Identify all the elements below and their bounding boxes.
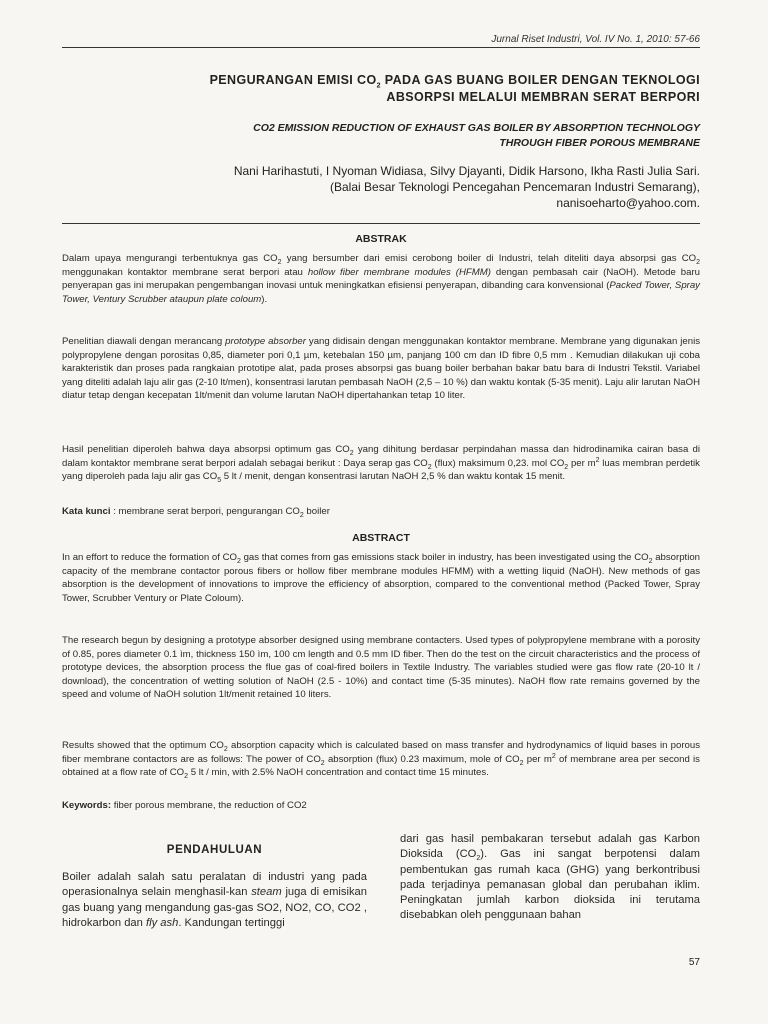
- title-id-part: PENGURANGAN EMISI CO: [209, 73, 377, 87]
- subscript: 2: [376, 82, 381, 90]
- body-column-right: [400, 832, 700, 924]
- abstrak-paragraph-2: Penelitian diawali dengan merancang prototype absorber yang didisain dengan menggunakan kontaktor membrane. Membrane yang digunakan jenis polypropylene dengan porositas 0,85, diameter pori 0,1 µm, ketebalan 150 µm, panjang 100 cm dan ID fibre 0,5 mm . Kemudian dilakukan uji coba karakteristik dan proses pada rangkaian prototipe alat, pada proses absorpsi gas buang boiler berbahan bakar batu bara di Industri Tekstil. Variabel yang diteliti adalah laju alir gas (2-10 lt/men), konsentrasi larutan pembasah NaOH (2,5 – 10 %) dan waktu kontak (5-35 menit). Laju alir larutan NaOH diatur tetap dengan kecepatan 1lt/menit dan volume larutan NaOH dipertahankan tetap 10 liter.: [62, 336, 701, 402]
- title-en-line2: THROUGH FIBER POROUS MEMBRANE: [499, 137, 700, 149]
- abstrak-paragraph-1: Dalam upaya mengurangi terbentuknya gas $CO_2$ yang bersumber dari emisi cerobong boiler di Industri, telah diteliti daya absorpsi gas $CO_2$ menggunakan kontaktor membrane serat berpori atau hollow fiber membrane modules (HFMM) dengan pembasah cair (NaOH). Metode baru penyerapan gas ini merupakan pengembangan inovasi untuk meningkatkan efisiensi penyerapan, dibanding cara konvensional (Packed Tower, Spray Tower, Ventury Scrubber ataupun plate coloum).: [62, 253, 700, 305]
- keywords-label: Keywords:: [62, 800, 112, 811]
- abstract-paragraph-1: In an effort to reduce the formation of $CO_2$ gas that comes from gas emissions stack boiler in industry, has been investigated using the $CO_2$ absorption capacity of the membrane contactor porous fibers or hollow fiber membrane modules HFMM) with a wetting liquid (NaOH). New methods of gas absorption is the development of innovations to improve the efficiency of absorption, compared to the conventional method (Packed Tower, Spray Tower, Scrubber Ventury or Plate Coloum).: [62, 552, 700, 604]
- body-paragraph-left: Boiler adalah salah satu peralatan di industri yang pada operasionalnya selain menghasil-kan steam juga di emisikan gas buang yang mengandung gas-gas SO2, NO2, CO, CO2 , hidrokarbon dan fly ash. Kandungan tertinggi: [62, 871, 367, 929]
- kata-kunci: Kata kunci : membrane serat berpori, pengurangan $CO_2$ boiler: [62, 506, 330, 519]
- abstrak-heading: ABSTRAK: [355, 233, 407, 245]
- page-number: 57: [688, 957, 700, 968]
- body-paragraph-right: dari gas hasil pembakaran tersebut adalah gas Karbon Dioksida $(CO_2)$. Gas ini sangat berpotensi dalam pembentukan gas rumah kaca (GHG) yang berkontribusi pada terjadinya pemanasan global dan perubahan iklim. Peningkatan jumlah karbon dioksida ini terutama disebabkan oleh penggunaan bahan: [400, 833, 700, 922]
- body-column-left: [62, 836, 367, 931]
- author-block: [62, 163, 700, 211]
- abstract-paragraph-3: Results showed that the optimum $CO_2$ absorption capacity which is calculated based on mass transfer and hydrodynamics of liquid bases in porous fiber membrane contactors are as follows: The power of $CO_2$ absorption (flux) 0.23 maximum, mole of $CO_2$ per $m^2$ of membrane area per second is obtained at a flow rate of $CO_2$ 5 lt / min, with 2.5% NaOH concentration and contact time 15 minutes.: [62, 740, 701, 781]
- title-id-line2: ABSORPSI MELALUI MEMBRAN SERAT BERPORI: [386, 90, 700, 104]
- abstract-paragraph-2: The research begun by designing a prototype absorber designed using membrane contacters. Used types of polypropylene membrane with a porosity of 0.85, pores diameter 0.1 ìm, thickness 150 ìm, 100 cm length and 0.5 mm ID fiber. Then do the test on the circuit characteristics and the process of prototype devices, the absorption process the flue gas of coal-fired boilers in Textile Industry. The variables studied were gas flow rate (20-10 lt / download), the concentration of wetting solution of NaOH (2.5 - 10%) and contact time (5-35 minutes). NaOH flow rate remains governed by the speed and volume of NaOH solution 1lt/menit retained 10 liters.: [62, 635, 700, 701]
- title-indonesian: [62, 72, 700, 106]
- abstrak-paragraph-3: Hasil penelitian diperoleh bahwa daya absorpsi optimum gas $CO_2$ yang dihitung berdasar perpindahan massa dan hidrodinamika cairan basa di dalam kontaktor membrane serat berpori adalah sebagai berikut : Daya serap gas $CO_2$ (flux) maksimum 0,23. mol $CO_2$ per $m^2$ luas membran perdetik yang diperoleh pada laju alir gas $CO_5$ 5 lt / menit, dengan konsentrasi larutan NaOH 2,5 % dan waktu kontak 15 menit.: [62, 444, 700, 485]
- title-id-part: PADA GAS BUANG BOILER DENGAN TEKNOLOGI: [380, 73, 700, 87]
- section-rule: [62, 223, 700, 224]
- author-email[interactable]: nanisoeharto@yahoo.com.: [556, 196, 700, 210]
- keywords: Keywords: fiber porous membrane, the reduction of CO2: [62, 800, 307, 811]
- journal-citation: Jurnal Riset Industri, Vol. IV No. 1, 2010: 57-66: [491, 34, 700, 45]
- kata-kunci-label: Kata kunci: [62, 506, 111, 517]
- author-names: Nani Harihastuti, I Nyoman Widiasa, Silvy Djayanti, Didik Harsono, Ikha Rasti Julia Sari.: [233, 164, 700, 178]
- abstract-heading: ABSTRACT: [352, 532, 410, 544]
- author-affiliation: (Balai Besar Teknologi Pencegahan Pencemaran Industri Semarang),: [330, 180, 700, 194]
- title-en-line1: CO2 EMISSION REDUCTION OF EXHAUST GAS BOILER BY ABSORPTION TECHNOLOGY: [253, 122, 700, 134]
- header-rule: [62, 47, 700, 48]
- section-heading-pendahuluan: PENDAHULUAN: [166, 844, 263, 856]
- title-english: [62, 121, 700, 151]
